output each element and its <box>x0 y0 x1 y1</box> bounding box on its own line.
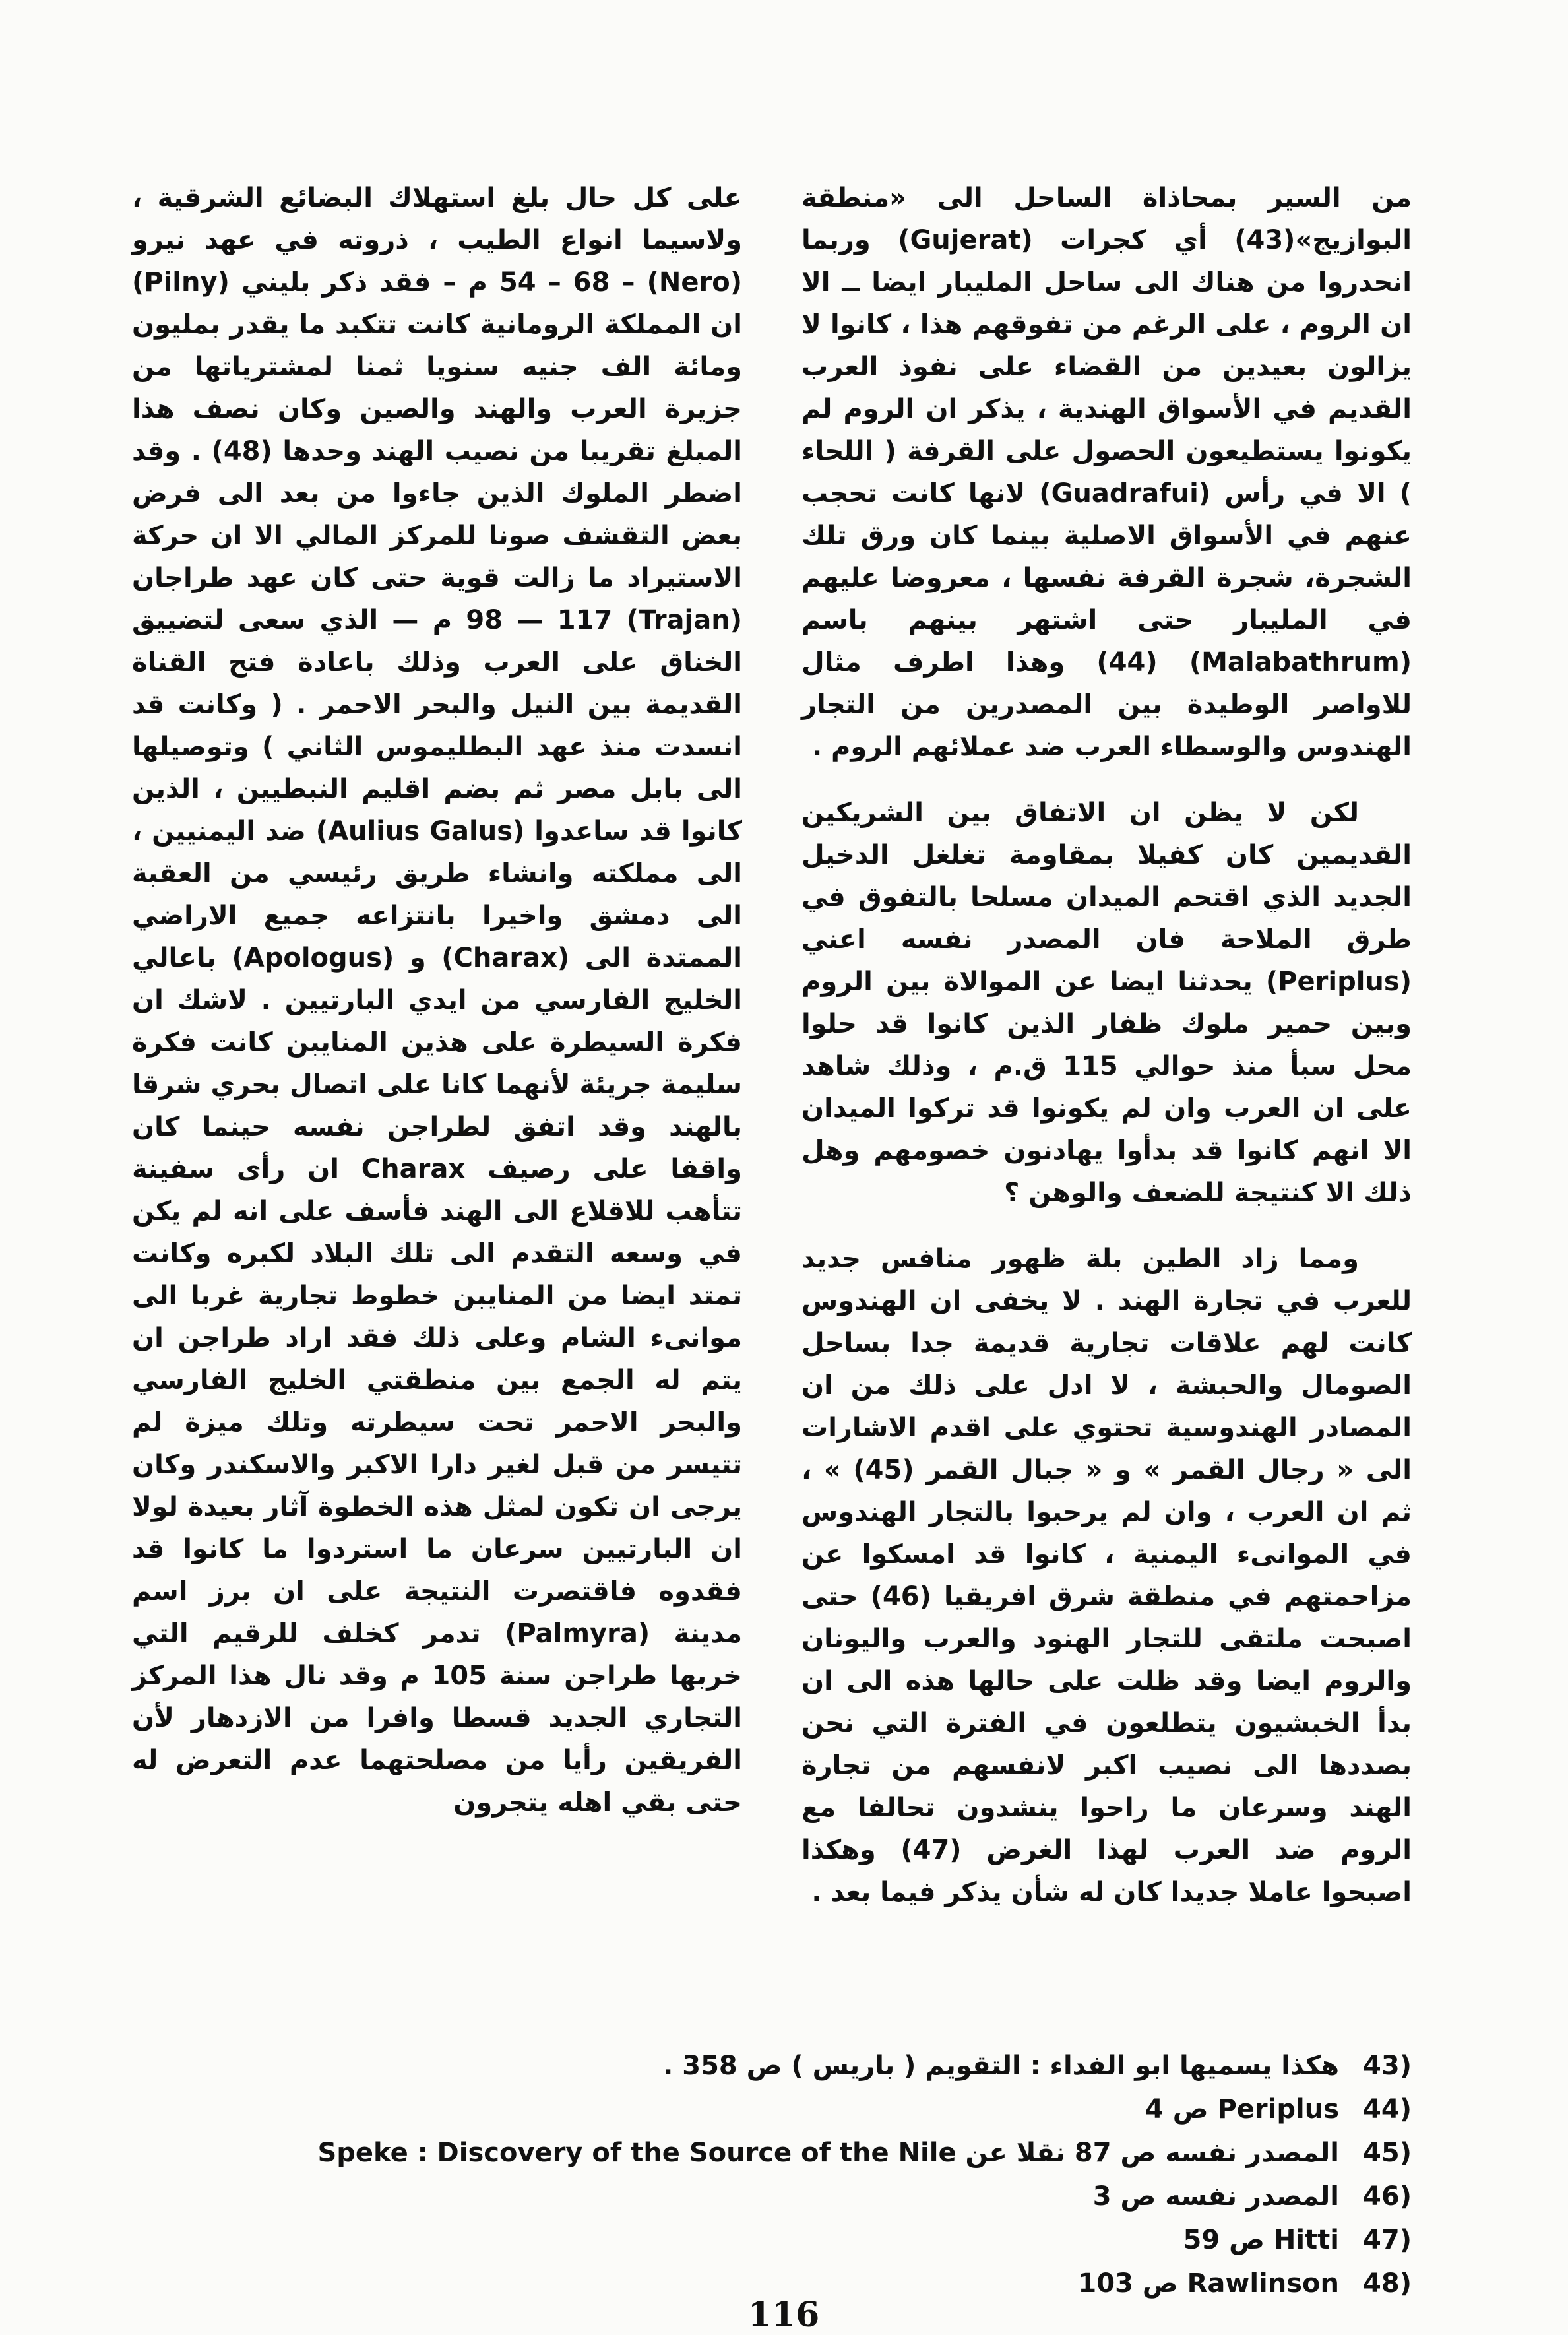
footnote-number: (43 <box>1363 2051 1412 2081</box>
footnote-number: (48 <box>1363 2268 1412 2299</box>
right-text-column <box>801 177 1412 1913</box>
footnote <box>224 2175 1412 2218</box>
footnote-number: (47 <box>1363 2225 1412 2255</box>
footnote <box>224 2218 1412 2262</box>
footnote-text: هكذا يسميها ابو الفداء : التقويم ( باريس ) ص 358 . <box>663 2051 1339 2081</box>
footnote-text: Periplus ص 4 <box>1145 2094 1339 2125</box>
paragraph: من السير بمحاذاة الساحل الى «منطقة البوازيج»(43) أي كجرات (Gujerat) وربما انحدروا من هناك الى ساحل المليبار ايضا ــ الا ان الروم ، على الرغم من تفوقهم هذا ، كانوا لا يزالون بعيدين من القضاء على نفوذ العرب القديم في الأسواق الهندية ، يذكر ان الروم لم يكونوا يستطيعون الحصول على القرفة ( اللحاء ) الا في رأس (Guadrafui) لانها كانت تحجب عنهم في الأسواق الاصلية بينما كان ورق تلك الشجرة، شجرة القرفة نفسها ، معروضا عليهم في المليبار حتى اشتهر بينهم باسم (Malabathrum) (44) وهذا اطرف مثال للاواصر الوطيدة بين المصدرين من التجار الهندوس والوسطاء العرب ضد عملائهم الروم . <box>801 183 1412 762</box>
page-number: 116 <box>747 2295 820 2335</box>
footnote-text: المصدر نفسه ص 3 <box>1092 2181 1339 2212</box>
footnote-number: (46 <box>1363 2181 1412 2212</box>
footnote <box>224 2131 1412 2175</box>
footnote-text: المصدر نفسه ص 87 نقلا عن Speke : Discovery of the Source of the Nile <box>317 2138 1339 2168</box>
footnote <box>224 2088 1412 2131</box>
footnote-number: (44 <box>1363 2094 1412 2125</box>
footnote-number: (45 <box>1363 2138 1412 2168</box>
paragraph: ومما زاد الطين بلة ظهور منافس جديد للعرب في تجارة الهند . لا يخفى ان الهندوس كانت لهم علاقات تجارية قديمة جدا بساحل الصومال والحبشة ، لا ادل على ذلك من ان المصادر الهندوسية تحتوي على اقدم الاشارات الى « رجال القمر » و « جبال القمر (45) » ، ثم ان العرب ، وان لم يرحبوا بالتجار الهندوس في الموانىء اليمنية ، كانوا قد امسكوا عن مزاحمتهم في منطقة شرق افريقيا (46) حتى اصبحت ملتقى للتجار الهنود والعرب واليونان والروم ايضا وقد ظلت على حالها هذه الى ان بدأ الخبشيون يتطلعون في الفترة التي نحن بصددها الى نصيب اكبر لانفسهم من تجارة الهند وسرعان ما راحوا ينشدون تحالفا مع الروم ضد العرب لهذا الغرض (47) وهكذا اصبحوا عاملا جديدا كان له شأن يذكر فيما بعد . <box>801 1244 1412 1907</box>
footnote <box>224 2044 1412 2088</box>
footnotes <box>224 2044 1412 2305</box>
paragraph: على كل حال بلغ استهلاك البضائع الشرقية ، ولاسيما انواع الطيب ، ذروته في عهد نيرو (Nero) – 54 – 68 م – فقد ذكر بليني (Pilny) ان المملكة الرومانية كانت تتكبد ما يقدر بمليون ومائة الف جنيه سنويا ثمنا لمشترياتها من جزيرة العرب والهند والصين وكان نصف هذا المبلغ تقريبا من نصيب الهند وحدها (48) . وقد اضطر الملوك الذين جاءوا من بعد الى فرض بعض التقشف صونا للمركز المالي الا ان حركة الاستيراد ما زالت قوية حتى كان عهد طراجان (Trajan) 98 — 117 م — الذي سعى لتضييق الخناق على العرب وذلك باعادة فتح القناة القديمة بين النيل والبحر الاحمر . ( وكانت قد انسدت منذ عهد البطليموس الثاني ) وتوصيلها الى بابل مصر ثم بضم اقليم النبطيين ، الذين كانوا قد ساعدوا (Aulius Galus) ضد اليمنيين ، الى مملكته وانشاء طريق رئيسي من العقبة الى دمشق واخيرا بانتزاعه جميع الاراضي الممتدة الى (Charax) و (Apologus) باعالي الخليج الفارسي من ايدي البارتيين . لاشك ان فكرة السيطرة على هذين المنايبن كانت فكرة سليمة جريئة لأنهما كانا على اتصال بحري شرقا بالهند وقد اتفق لطراجن نفسه حينما كان واقفا على رصيف Charax ان رأى سفينة تتأهب للاقلاع الى الهند فأسف على انه لم يكن في وسعه التقدم الى تلك البلاد لكبره وكانت تمتد ايضا من المنايبن خطوط تجارية غربا الى موانىء الشام وعلى ذلك فقد اراد طراجن ان يتم له الجمع بين منطقتي الخليج الفارسي والبحر الاحمر تحت سيطرته وتلك ميزة لم تتيسر من قبل لغير دارا الاكبر والاسكندر وكان يرجى ان تكون لمثل هذه الخطوة آثار بعيدة لولا ان البارتيين سرعان ما استردوا ما كانوا قد فقدوه فاقتصرت النتيجة على ان برز اسم مدينة (Palmyra) تدمر كخلف للرقيم التي خربها طراجن سنة 105 م وقد نال هذا المركز التجاري الجديد قسطا وافرا من الازدهار لأن الفريقين رأيا من مصلحتهما عدم التعرض له حتى بقي اهله يتجرون <box>132 183 743 1818</box>
footnote-text: Hitti ص 59 <box>1183 2225 1339 2255</box>
paragraph: لكن لا يظن ان الاتفاق بين الشريكين القديمين كان كفيلا بمقاومة تغلغل الدخيل الجديد الذي اقتحم الميدان مسلحا بالتفوق في طرق الملاحة فان المصدر نفسه اعني (Periplus) يحدثنا ايضا عن الموالاة بين الروم وبين حمير ملوك ظفار الذين كانوا قد حلوا محل سبأ منذ حوالي 115 ق.م ، وذلك شاهد على ان العرب وان لم يكونوا قد تركوا الميدان الا انهم كانوا قد بدأوا يهادنون خصومهم وهل ذلك الا كنتيجة للضعف والوهن ؟ <box>801 798 1412 1208</box>
footnote-text: Rawlinson ص 103 <box>1078 2268 1339 2299</box>
left-text-column <box>132 177 742 1824</box>
